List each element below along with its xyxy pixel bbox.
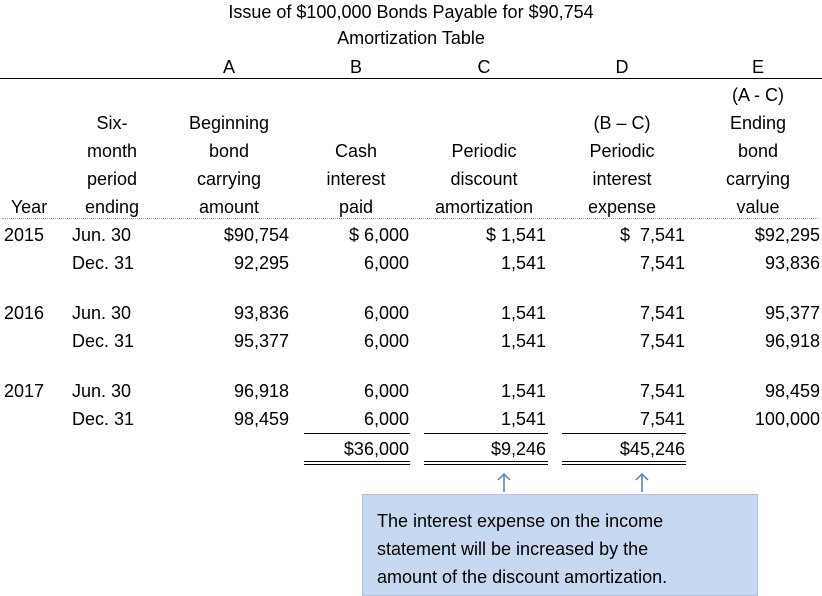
cell-e: 93,836 (764, 253, 820, 273)
header-b: interest (326, 169, 386, 189)
cell-a: 96,918 (233, 381, 289, 401)
cell-e: 95,377 (764, 303, 820, 323)
column-letter-c: C (477, 57, 491, 77)
header-a: bond (208, 141, 250, 161)
cell-b: 6,000 (363, 381, 409, 401)
cell-a: 92,295 (233, 253, 289, 273)
column-letter-a: A (222, 57, 236, 77)
cell-c: 1,541 (500, 409, 546, 429)
cell-e: 100,000 (754, 409, 820, 429)
cell-e: 96,918 (764, 331, 820, 351)
total-rule-c (424, 433, 548, 434)
total-rule-d (562, 433, 686, 434)
arrow-up-icon (634, 472, 650, 492)
header-e: Ending (729, 113, 787, 133)
total-c: $9,246 (490, 439, 546, 459)
header-year: Year (10, 197, 48, 217)
header-a: Beginning (188, 113, 270, 133)
header-period: period (86, 169, 138, 189)
cell-b: 6,000 (363, 409, 409, 429)
header-period: month (86, 141, 138, 161)
cell-a: 93,836 (233, 303, 289, 323)
cell-d: 7,541 (639, 303, 685, 323)
total-double-rule-c (424, 464, 548, 465)
callout-line: amount of the discount amortization. (377, 567, 668, 587)
cell-a: 95,377 (233, 331, 289, 351)
cell-a: 98,459 (233, 409, 289, 429)
cell-period: Jun. 30 (72, 303, 132, 323)
header-d: expense (587, 197, 657, 217)
cell-e: 98,459 (764, 381, 820, 401)
header-c: Periodic (451, 141, 517, 161)
total-d: $45,246 (619, 439, 685, 459)
header-period: Six- (96, 113, 128, 133)
total-double-rule-d (562, 461, 686, 462)
total-double-rule-b (304, 464, 410, 465)
cell-b: $ 6,000 (348, 225, 409, 245)
cell-period: Dec. 31 (72, 409, 135, 429)
cell-d: $ 7,541 (619, 225, 685, 245)
total-double-rule-d (562, 464, 686, 465)
total-double-rule-c (424, 461, 548, 462)
cell-year: 2017 (4, 381, 45, 401)
cell-e: $92,295 (754, 225, 820, 245)
cell-b: 6,000 (363, 331, 409, 351)
cell-c: 1,541 (500, 331, 546, 351)
header-e: carrying (725, 169, 791, 189)
table-subtitle: Amortization Table (337, 28, 485, 48)
cell-period: Dec. 31 (72, 253, 135, 273)
cell-d: 7,541 (639, 409, 685, 429)
callout-box (362, 494, 758, 596)
header-top-rule (0, 78, 822, 79)
header-e: bond (737, 141, 779, 161)
total-b: $36,000 (343, 439, 409, 459)
cell-year: 2015 (4, 225, 45, 245)
header-b: Cash (334, 141, 378, 161)
cell-a: $90,754 (223, 225, 289, 245)
cell-d: 7,541 (639, 331, 685, 351)
cell-b: 6,000 (363, 253, 409, 273)
cell-period: Jun. 30 (72, 381, 132, 401)
header-e: value (736, 197, 780, 217)
column-letter-d: D (615, 57, 629, 77)
arrow-up-icon (496, 472, 512, 492)
cell-c: 1,541 (500, 253, 546, 273)
cell-period: Jun. 30 (72, 225, 132, 245)
header-period: ending (84, 197, 140, 217)
cell-c: 1,541 (500, 381, 546, 401)
cell-c: 1,541 (500, 303, 546, 323)
callout-line: statement will be increased by the (377, 539, 649, 559)
header-d: Periodic (589, 141, 655, 161)
header-c: amortization (434, 197, 534, 217)
column-letter-b: B (349, 57, 363, 77)
header-a: amount (198, 197, 260, 217)
cell-period: Dec. 31 (72, 331, 135, 351)
cell-d: 7,541 (639, 253, 685, 273)
callout-line: The interest expense on the income (377, 511, 664, 531)
cell-c: $ 1,541 (485, 225, 546, 245)
table-title: Issue of $100,000 Bonds Payable for $90,754 (228, 2, 594, 22)
header-a: carrying (196, 169, 262, 189)
column-letter-e: E (751, 57, 765, 77)
header-b: paid (338, 197, 374, 217)
total-double-rule-b (304, 461, 410, 462)
header-underline (2, 218, 818, 219)
total-rule-b (304, 433, 410, 434)
header-d: interest (592, 169, 652, 189)
cell-d: 7,541 (639, 381, 685, 401)
header-c: discount (450, 169, 518, 189)
header-e: (A - C) (732, 85, 784, 105)
cell-b: 6,000 (363, 303, 409, 323)
header-d: (B – C) (593, 113, 651, 133)
cell-year: 2016 (4, 303, 45, 323)
